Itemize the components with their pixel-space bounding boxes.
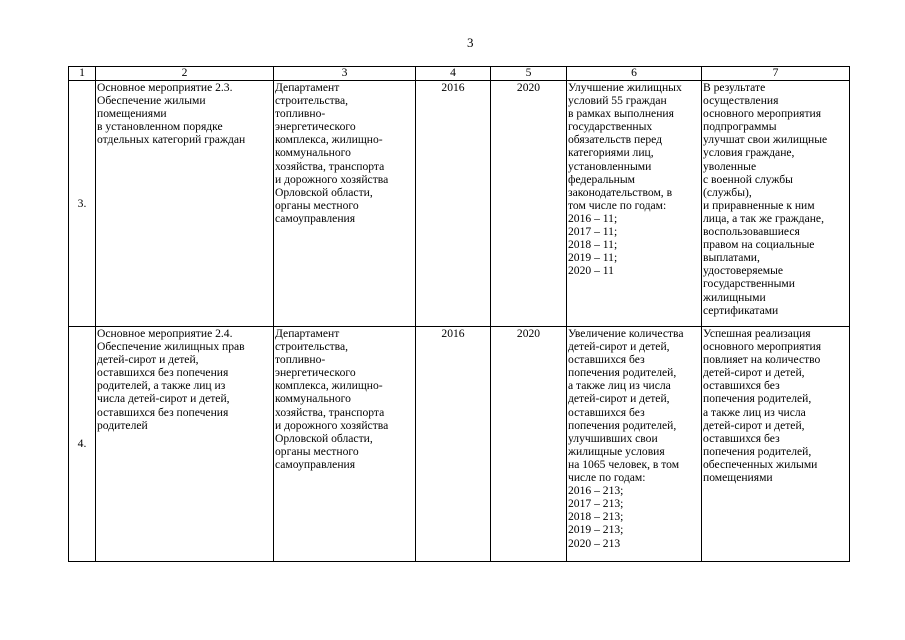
cell-line: Основное мероприятие 2.4. bbox=[97, 327, 233, 340]
cell-line: 2016 – 213; bbox=[568, 484, 624, 498]
column-header: 7 bbox=[702, 67, 850, 81]
cell-line: а также лиц из числа bbox=[568, 379, 671, 393]
cell-line: сертификатами bbox=[703, 303, 779, 317]
column-header: 2 bbox=[96, 67, 274, 81]
cell-line: условий 55 граждан bbox=[568, 94, 667, 108]
cell-line: оставшихся без bbox=[703, 379, 780, 393]
page-number: 3 bbox=[467, 35, 474, 50]
cell-line: подпрограммы bbox=[703, 120, 777, 134]
cell-line: на 1065 человек, в том bbox=[568, 457, 680, 471]
event-cell bbox=[96, 81, 274, 327]
cell-line: детей-сирот и детей, bbox=[97, 353, 199, 367]
cell-line: установленными bbox=[568, 159, 652, 173]
cell-line: 2017 – 213; bbox=[568, 497, 624, 511]
cell-line: 2018 – 11; bbox=[568, 238, 618, 252]
cell-line: комплекса, жилищно- bbox=[275, 133, 383, 147]
cell-line: Успешная реализация bbox=[703, 327, 811, 340]
program-table bbox=[68, 66, 850, 562]
cell-line: в установленном порядке bbox=[97, 120, 223, 134]
cell-line: оставшихся без bbox=[568, 405, 645, 419]
cell-line: детей-сирот и детей, bbox=[703, 418, 805, 432]
cell-line: и дорожного хозяйства bbox=[275, 418, 389, 432]
cell-line: государственных bbox=[568, 120, 653, 134]
cell-line: органы местного bbox=[275, 444, 359, 458]
cell-line: Обеспечение жилищных прав bbox=[97, 340, 245, 354]
cell-line: в рамках выполнения bbox=[568, 107, 674, 121]
cell-line: строительства, bbox=[275, 94, 349, 108]
end-year-cell: 2020 bbox=[491, 81, 567, 327]
cell-line: обязательств перед bbox=[568, 133, 663, 147]
cell-line: законодательством, в bbox=[568, 185, 673, 199]
column-header: 5 bbox=[491, 67, 567, 81]
cell-line: Департамент bbox=[275, 81, 340, 94]
start-year-cell: 2016 bbox=[416, 81, 491, 327]
cell-line: государственными bbox=[703, 277, 795, 291]
executor-cell bbox=[274, 81, 416, 327]
cell-line: 2020 – 11 bbox=[568, 264, 614, 278]
cell-line: энергетического bbox=[275, 366, 356, 380]
column-number-row bbox=[69, 67, 850, 81]
cell-line: основного мероприятия bbox=[703, 107, 822, 121]
column-header: 6 bbox=[567, 67, 702, 81]
cell-line: Департамент bbox=[275, 327, 340, 340]
cell-line: оставшихся без bbox=[703, 431, 780, 445]
cell-line: жилищные условия bbox=[568, 444, 665, 458]
cell-line: 2019 – 11; bbox=[568, 251, 618, 265]
cell-line: обеспеченных жилыми bbox=[703, 457, 818, 471]
cell-line: самоуправления bbox=[275, 211, 356, 225]
cell-line: 2019 – 213; bbox=[568, 523, 624, 537]
cell-line: детей-сирот и детей, bbox=[703, 366, 805, 380]
cell-line: с военной службы bbox=[703, 172, 793, 186]
cell-line: 2016 – 11; bbox=[568, 211, 618, 225]
cell-line: оставшихся без bbox=[568, 353, 645, 367]
cell-line: попечения родителей, bbox=[568, 366, 677, 380]
row-number: 4. bbox=[69, 327, 96, 562]
cell-line: (службы), bbox=[703, 185, 752, 199]
cell-line: хозяйства, транспорта bbox=[275, 159, 385, 173]
cell-line: 2017 – 11; bbox=[568, 225, 618, 239]
cell-line: числа детей-сирот и детей, bbox=[97, 392, 230, 406]
column-header: 4 bbox=[416, 67, 491, 81]
cell-line: удостоверяемые bbox=[703, 264, 784, 278]
cell-line: и приравненные к ним bbox=[703, 198, 815, 212]
cell-line: органы местного bbox=[275, 198, 359, 212]
cell-line: топливно- bbox=[275, 107, 326, 121]
cell-line: 2020 – 213 bbox=[568, 536, 621, 550]
cell-line: самоуправления bbox=[275, 457, 356, 471]
cell-line: воспользовавшиеся bbox=[703, 225, 800, 239]
cell-line: отдельных категорий граждан bbox=[97, 133, 246, 147]
start-year-cell: 2016 bbox=[416, 327, 491, 562]
cell-line: детей-сирот и детей, bbox=[568, 340, 670, 354]
cell-line: а также лиц из числа bbox=[703, 405, 806, 419]
cell-line: энергетического bbox=[275, 120, 356, 134]
cell-line: родителей bbox=[97, 418, 148, 432]
indicator-cell bbox=[567, 81, 702, 327]
cell-line: помещениями bbox=[703, 471, 773, 485]
cell-line: попечения родителей, bbox=[703, 392, 812, 406]
cell-line: повлияет на количество bbox=[703, 353, 821, 367]
cell-line: федеральным bbox=[568, 172, 635, 186]
column-header: 1 bbox=[69, 67, 96, 81]
table-row bbox=[69, 327, 850, 562]
cell-line: оставшихся без попечения bbox=[97, 405, 229, 419]
cell-line: улучшивших свои bbox=[568, 431, 658, 445]
cell-line: комплекса, жилищно- bbox=[275, 379, 383, 393]
cell-line: 2018 – 213; bbox=[568, 510, 624, 524]
cell-line: попечения родителей, bbox=[703, 444, 812, 458]
cell-line: родителей, а также лиц из bbox=[97, 379, 226, 393]
cell-line: Орловской области, bbox=[275, 185, 373, 199]
cell-line: Улучшение жилищных bbox=[568, 81, 682, 94]
cell-line: В результате bbox=[703, 81, 766, 94]
cell-line: оставшихся без попечения bbox=[97, 366, 229, 380]
executor-cell bbox=[274, 327, 416, 562]
cell-line: хозяйства, транспорта bbox=[275, 405, 385, 419]
cell-line: Орловской области, bbox=[275, 431, 373, 445]
table-row bbox=[69, 81, 850, 327]
cell-line: условия граждане, bbox=[703, 146, 795, 160]
indicator-cell bbox=[567, 327, 702, 562]
row-number: 3. bbox=[69, 81, 96, 327]
cell-line: Увеличение количества bbox=[568, 327, 684, 340]
cell-line: попечения родителей, bbox=[568, 418, 677, 432]
event-cell bbox=[96, 327, 274, 562]
cell-line: строительства, bbox=[275, 340, 349, 354]
result-cell bbox=[702, 81, 850, 327]
cell-line: основного мероприятия bbox=[703, 340, 822, 354]
cell-line: топливно- bbox=[275, 353, 326, 367]
cell-line: детей-сирот и детей, bbox=[568, 392, 670, 406]
cell-line: лица, а так же граждане, bbox=[703, 211, 824, 225]
cell-line: и дорожного хозяйства bbox=[275, 172, 389, 186]
result-cell bbox=[702, 327, 850, 562]
cell-line: коммунального bbox=[275, 146, 351, 160]
cell-line: жилищными bbox=[703, 290, 766, 304]
cell-line: помещениями bbox=[97, 107, 167, 121]
cell-line: Обеспечение жилыми bbox=[97, 94, 206, 108]
cell-line: правом на социальные bbox=[703, 238, 815, 252]
cell-line: осуществления bbox=[703, 94, 779, 108]
cell-line: том числе по годам: bbox=[568, 198, 667, 212]
cell-line: уволенные bbox=[703, 159, 757, 173]
cell-line: выплатами, bbox=[703, 251, 760, 265]
cell-line: числе по годам: bbox=[568, 471, 646, 485]
cell-line: улучшат свои жилищные bbox=[703, 133, 828, 147]
end-year-cell: 2020 bbox=[491, 327, 567, 562]
column-header: 3 bbox=[274, 67, 416, 81]
cell-line: коммунального bbox=[275, 392, 351, 406]
cell-line: Основное мероприятие 2.3. bbox=[97, 81, 233, 94]
cell-line: категориями лиц, bbox=[568, 146, 654, 160]
